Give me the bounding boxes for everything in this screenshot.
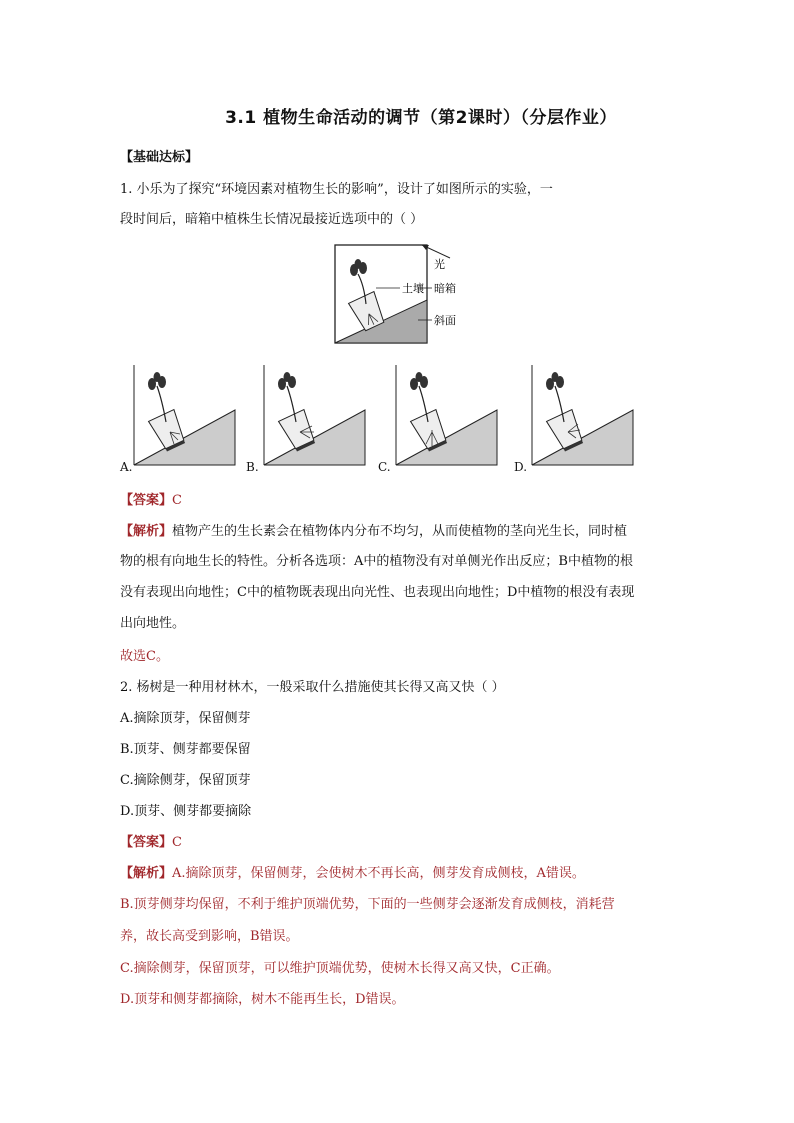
- page-title: 3.1 植物生命活动的调节（第2课时）（分层作业）: [225, 108, 617, 128]
- option-d-figure: [532, 365, 633, 465]
- q1-analysis-line4: 出向地性。: [120, 616, 186, 631]
- section-heading: 【基础达标】: [120, 150, 199, 165]
- q1-analysis-line2: 物的根有向地生长的特性。分析各选项：A中的植物没有对单侧光作出反应；B中植物的根: [120, 554, 633, 569]
- q1-analysis-line3: 没有表现出向地性；C中的植物既表现出向光性、也表现出向地性；D中植物的根没有表现: [120, 585, 635, 600]
- option-a-figure: [134, 365, 235, 465]
- experiment-figure: [330, 240, 470, 350]
- label-light: 光: [434, 258, 445, 271]
- q2-analysis-line5: D.顶芽和侧芽都摘除，树木不能再生长，D错误。: [120, 992, 405, 1007]
- option-a-label: A.: [120, 460, 133, 474]
- q2-option-a: A.摘除顶芽，保留侧芽: [120, 711, 251, 726]
- label-soil: 土壤: [402, 282, 424, 295]
- q2-option-b: B.顶芽、侧芽都要保留: [120, 742, 251, 757]
- q2-analysis-line2: B.顶芽侧芽均保留，不利于维护顶端优势，下面的一些侧芽会逐渐发育成侧枝，消耗营: [120, 897, 615, 912]
- q1-conclusion: 故选C。: [120, 649, 169, 664]
- option-c-label: C.: [378, 460, 391, 474]
- options-figures: [118, 360, 638, 472]
- q1-analysis-line1: 【解析】植物产生的生长素会在植物体内分布不均匀，从而使植物的茎向光生长，同时植: [120, 524, 628, 539]
- q2-analysis-line3: 养，故长高受到影响，B错误。: [120, 929, 299, 944]
- q2-analysis-line4: C.摘除侧芽，保留顶芽，可以维护顶端优势，使树木长得又高又快，C正确。: [120, 961, 560, 976]
- q2-option-d: D.顶芽、侧芽都要摘除: [120, 804, 252, 819]
- option-c-figure: [396, 365, 497, 465]
- label-box: 暗箱: [434, 282, 456, 295]
- q2-answer: 【答案】C: [120, 835, 182, 850]
- option-b-label: B.: [246, 460, 259, 474]
- option-b-figure: [264, 365, 365, 465]
- label-slope: 斜面: [434, 314, 456, 327]
- q1-stem-line1: 1. 小乐为了探究“环境因素对植物生长的影响”，设计了如图所示的实验，一: [120, 182, 553, 197]
- q1-answer: 【答案】C: [120, 493, 182, 508]
- q1-stem-line2: 段时间后，暗箱中植株生长情况最接近选项中的（ ）: [120, 212, 424, 227]
- option-d-label: D.: [514, 460, 528, 474]
- q2-analysis-line1: 【解析】A.摘除顶芽，保留侧芽，会使树木不再长高，侧芽发育成侧枝，A错误。: [120, 866, 585, 881]
- q2-option-c: C.摘除侧芽，保留顶芽: [120, 773, 251, 788]
- q2-stem: 2. 杨树是一种用材林木，一般采取什么措施使其长得又高又快（ ）: [120, 680, 505, 695]
